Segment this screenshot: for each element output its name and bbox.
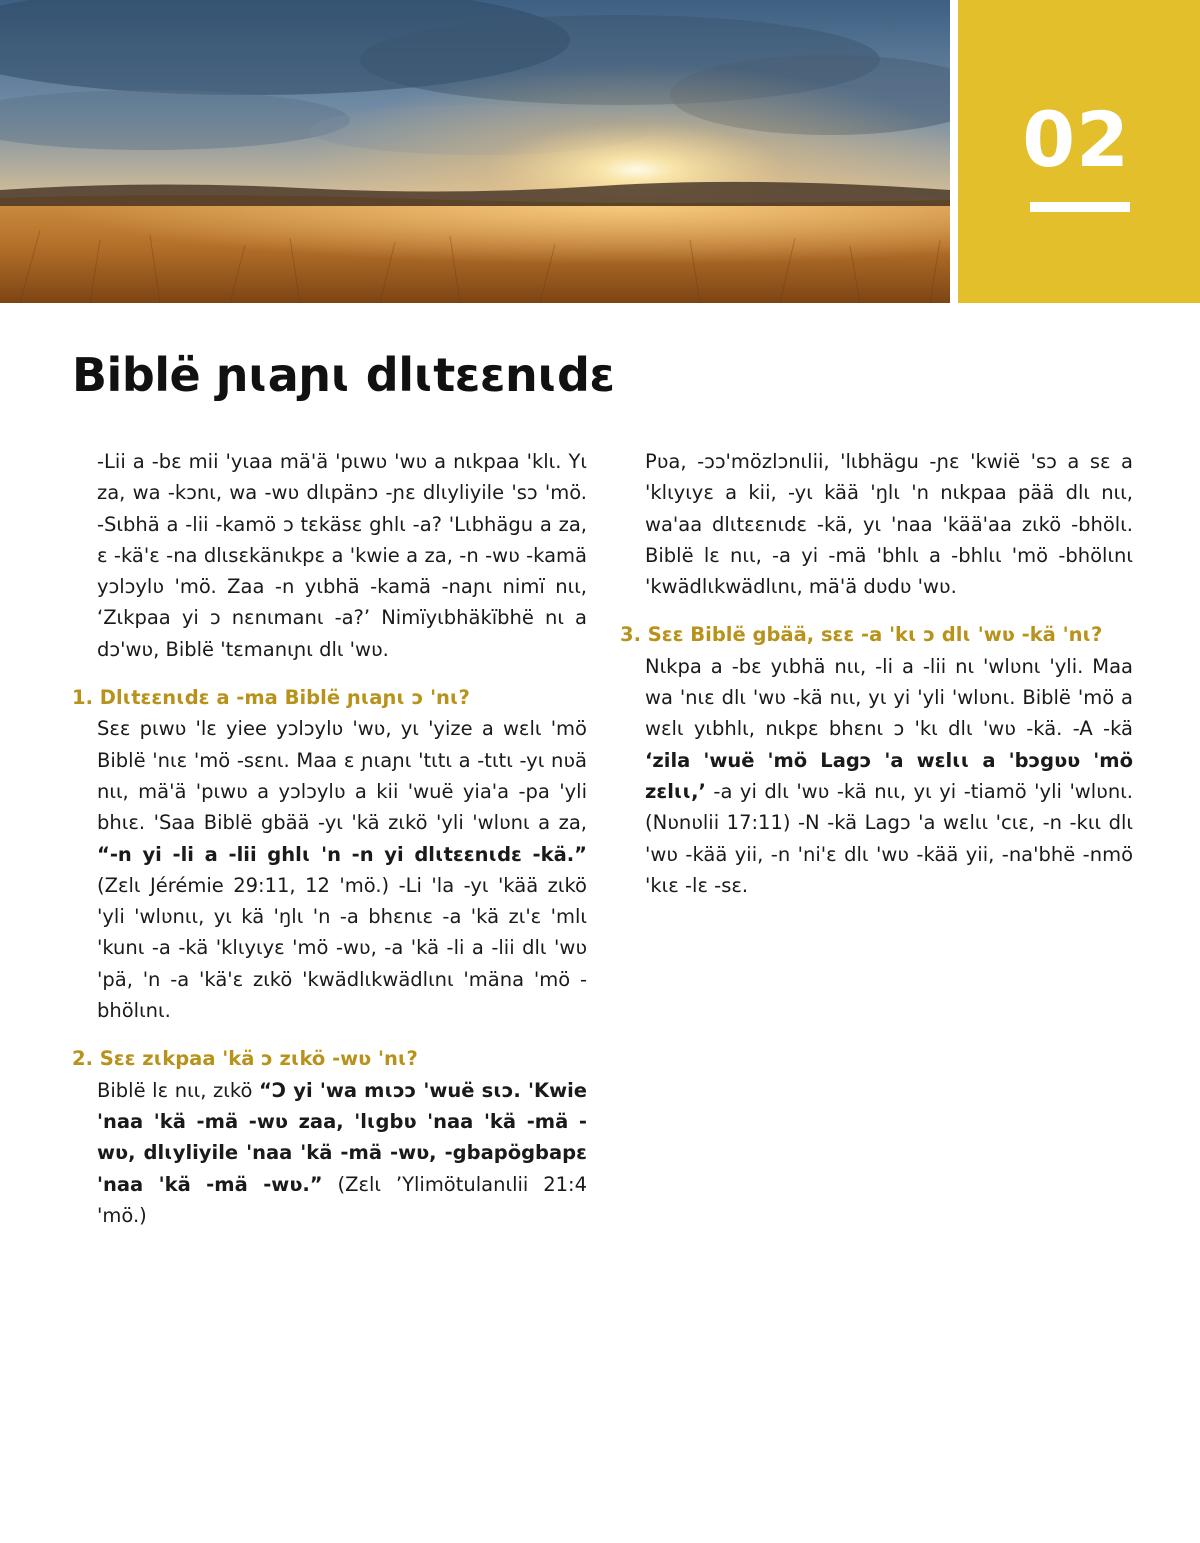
answer-text: Biblë lɛ nɩɩ, zɩkö xyxy=(97,1078,259,1102)
answer-text: (Zɛlɩ ’Ylimötulanɩlii 21:4 'mö.) xyxy=(97,1172,587,1227)
lesson-badge xyxy=(958,0,1200,303)
intro-paragraph: -Lii a -bɛ mii 'yɩaa mä'ä 'pɩwʋ 'wʋ a nɩkpaa 'klɩ. Yɩ za, wa -kɔnɩ, wa -wʋ dlɩpänɔ -ɲɛ dlɩyliyile 'sɔ 'mö. -Sɩbhä a -lii -kamö ɔ tɛkäsɛ ghlɩ -a? 'Lɩbhägu a za, ɛ -kä'ɛ -na dlɩsɛkänɩkpɛ a 'kwie a za, -n -wʋ -kamä yɔlɔylʋ 'mö. Zaa -n yɩbhä -kamä -naɲɩ nimï nɩɩ, ‘Zɩkpaa yi ɔ nɛnɩmanɩ -a?’ Nimïyɩbhäkïbhë nɩ a dɔ'wʋ, Biblë 'tɛmanɩɲɩ dlɩ 'wʋ. xyxy=(97,450,587,661)
answer-text: (Zɛlɩ Jérémie 29:11, 12 'mö.) -Li 'la -yɩ 'kää zɩkö 'yli 'wlʋnɩɩ, yɩ kä 'ŋlɩ 'n -a bhɛnɩɛ -a 'kä zɩ'ɛ 'mlɩ 'kunɩ -a -kä 'klɩyɩyɛ 'mö -wʋ, -a 'kä -li a -lii dlɩ 'wʋ 'pä, 'n -a 'kä'ɛ zɩkö 'kwädlɩkwädlɩnɩ 'mäna 'mö -bhölɩnɩ. xyxy=(97,873,587,1023)
left-column xyxy=(72,446,587,1231)
lesson-number: 02 xyxy=(1022,95,1130,184)
answer-text: -a yi dlɩ 'wʋ -kä nɩɩ, yɩ yi -tiamö 'yli 'wlʋnɩ. (Nʋnʋlii 17:11) -N -kä Lagɔ 'a wɛlɩɩ 'cɩɛ, -n -kɩɩ dlɩ 'wʋ -kää yii, -n 'ni'ɛ dlɩ 'wʋ -kää yii, -na'bhë -nmö 'kɩɛ -lɛ -sɛ. xyxy=(645,779,1133,897)
answer-text: Nɩkpa a -bɛ yɩbhä nɩɩ, -li a -lii nɩ 'wlʋnɩ 'yli. Maa wa 'nɩɛ dlɩ 'wʋ -kä nɩɩ, yɩ yi 'yli 'wlʋnɩ. Biblë 'mö a wɛlɩ yɩbhlɩ, nɩkpɛ bhɛnɩ ɔ 'kɩ dlɩ 'wʋ -kä. -A -kä xyxy=(645,654,1133,741)
scripture-quote: “Ɔ yi 'wa mɩɔɔ 'wuë sɩɔ. 'Kwie 'naa 'kä -mä -wʋ zaa, 'lɩgbʋ 'naa 'kä -mä -wʋ, dlɩyliyile 'naa 'kä -mä -wʋ, -gbapögbapɛ 'naa 'kä -mä -wʋ.” xyxy=(97,1078,587,1196)
question-1-heading: 1. Dlɩtɛɛnɩdɛ a -ma Biblë ɲɩaɲɩ ɔ 'nɩ? xyxy=(72,686,470,710)
scripture-quote: ‘zila 'wuë 'mö Lagɔ 'a wɛlɩɩ a 'bɔgʋʋ 'mö zɛlɩɩ,’ xyxy=(645,748,1133,803)
answer-text: Sɛɛ pɩwʋ 'lɛ yiee yɔlɔylʋ 'wʋ, yɩ 'yize a wɛlɩ 'mö Biblë 'nɩɛ 'mö -sɛnɩ. Maa ɛ ɲɩaɲɩ 'tɩtɩ a -tɩtɩ -yɩ nʋä nɩɩ, mä'ä 'pɩwʋ a yɔlɔylʋ a kii 'wuë yia'a -pa 'yli bhɩɛ. 'Saa Biblë gbää -yɩ 'kä zɩkö 'yli 'wlʋnɩ a za, xyxy=(97,717,587,835)
question-2-heading: 2. Sɛɛ zɩkpaa 'kä ɔ zɩkö -wʋ 'nɩ? xyxy=(72,1047,418,1071)
question-3-answer xyxy=(645,651,1133,901)
lesson-underline xyxy=(1030,202,1130,212)
question-1-answer xyxy=(97,713,587,1026)
hero-image xyxy=(0,0,950,303)
question-3-heading: 3. Sɛɛ Biblë gbää, sɛɛ -a 'kɩ ɔ dlɩ 'wʋ -kä 'nɩ? xyxy=(620,623,1103,647)
scripture-quote: “-n yi -li a -lii ghlɩ 'n -n yi dlɩtɛɛnɩdɛ -kä.” xyxy=(97,842,587,866)
question-2-answer xyxy=(97,1075,587,1231)
right-column xyxy=(620,446,1133,901)
question-2-answer-continued: Pʋa, -ɔɔ'mözlɔnɩlii, 'lɩbhägu -ɲɛ 'kwië 'sɔ a sɛ a 'klɩyɩyɛ a kii, -yɩ kää 'ŋlɩ 'n nɩkpaa pää dlɩ nɩɩ, wa'aa dlɩtɛɛnɩdɛ -kä, yɩ 'naa 'kää'aa zɩkö -bhölɩ. Biblë lɛ nɩɩ, -a yi -mä 'bhlɩ a -bhlɩɩ 'mö -bhölɩnɩ 'kwädlɩkwädlɩnɩ, mä'ä dʋdʋ 'wʋ. xyxy=(645,450,1133,599)
page-title: Biblë ɲɩaɲɩ dlɩtɛɛnɩdɛ xyxy=(72,348,615,402)
